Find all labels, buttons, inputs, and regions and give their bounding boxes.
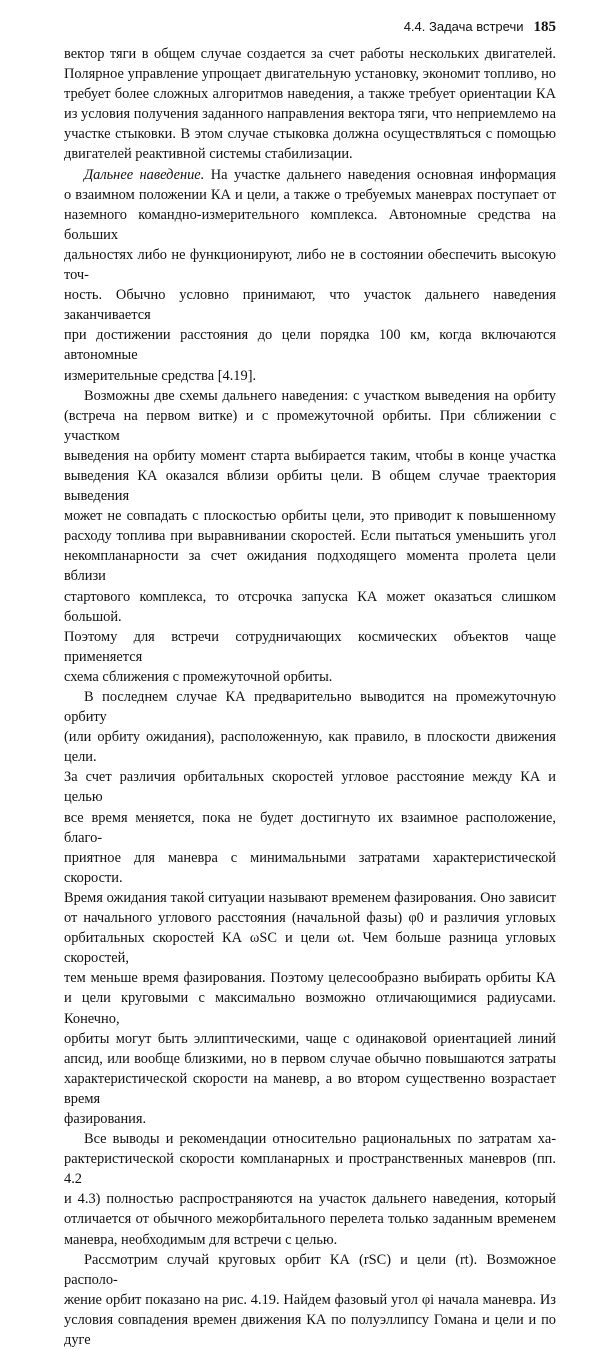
text-line: Все выводы и рекомендации относительно рациональных по затратам ха-	[84, 1131, 556, 1148]
text-line: (или орбиту ожидания), расположенную, как правило, в плоскости движения цели.	[64, 729, 556, 766]
text-line: и цели круговыми с максимально возможно отличающимися радиусами. Конечно,	[64, 990, 556, 1027]
page-header	[64, 18, 556, 38]
paragraph	[64, 165, 556, 386]
text-line: выведения на орбиту момент старта выбирается таким, чтобы в конце участка	[64, 447, 556, 464]
text-line: фазирования.	[64, 1110, 147, 1127]
paragraph	[64, 1250, 556, 1350]
text-line: требует более сложных алгоритмов наведения, а также требует ориентации КА	[64, 86, 556, 103]
text-line: из условия получения заданного направления вектора тяги, что неприемлемо на	[64, 106, 556, 123]
text-line: В последнем случае КА предварительно выводится на промежуточную орбиту	[64, 689, 556, 726]
text-line	[64, 165, 556, 185]
page-number: 185	[533, 19, 556, 35]
text-line: стартового комплекса, то отсрочка запуска КА может оказаться слишком большой.	[64, 588, 556, 625]
paragraph	[64, 1129, 556, 1250]
text-line: участке стыковки. В этом случае стыковка должна осуществляться с помощью	[64, 126, 556, 143]
text-line: схема сближения с промежуточной орбиты.	[64, 668, 333, 685]
text-line: расходу топлива при выравнивании скоростей. Если пытаться уменьшить угол	[64, 528, 556, 545]
text-line: (встреча на первом витке) и с промежуточной орбиты. При сближении с участком	[64, 407, 556, 444]
text-line: Полярное управление упрощает двигательную установку, экономит топливо, но	[64, 66, 556, 83]
text-line: отличается от обычного межорбитального перелета только заданным временем	[64, 1211, 556, 1228]
text-line: вектор тяги в общем случае создается за счет работы нескольких двигателей.	[64, 46, 556, 62]
text-line: жение орбит показано на рис. 4.19. Найдем фазовый угол φi начала маневра. Из	[64, 1291, 556, 1308]
text-line: апсид, или вообще близкими, но в первом случае обычно повышаются затраты	[64, 1050, 556, 1067]
paragraph	[64, 386, 556, 687]
text-line: Возможны две схемы дальнего наведения: с участком выведения на орбиту	[84, 387, 556, 404]
text-line: орбиты могут быть эллиптическими, чаще с одинаковой ориентацией линий	[64, 1030, 556, 1047]
text-line: о взаимном положении КА и цели, а также о требуемых маневрах поступает от	[64, 186, 556, 203]
text-line: некомпланарности за счет ожидания подходящего момента пролета цели вблизи	[64, 548, 556, 585]
text-line: все время меняется, пока не будет достигнуто их взаимное расположение, благо-	[64, 809, 556, 846]
text-line: от начального углового расстояния (начальной фазы) φ0 и различия угловых	[64, 910, 556, 927]
text-line: тем меньше время фазирования. Поэтому целесообразно выбирать орбиты КА	[64, 970, 556, 987]
text-line: может не совпадать с плоскостью орбиты цели, это приводит к повышенному	[64, 508, 556, 525]
text-line: условия совпадения времен движения КА по полуэллипсу Гомана и цели и по дуге	[64, 1311, 556, 1348]
text-line: выведения КА оказался вблизи орбиты цели. В общем случае траектория выведения	[64, 467, 556, 505]
text-line: приятное для маневра с минимальными затратами характеристической скорости.	[64, 849, 556, 886]
paragraph	[64, 687, 556, 1129]
text-line: Рассмотрим случай круговых орбит КА (rSC) и цели (rt). Возможное располо-	[64, 1251, 556, 1288]
text-line: измерительные средства [4.19].	[64, 367, 257, 384]
text-line: За счет различия орбитальных скоростей угловое расстояние между КА и целью	[64, 769, 556, 806]
running-title: 4.4. Задача встречи	[403, 19, 524, 34]
text-line: маневра, необходимым для встречи с целью.	[64, 1231, 338, 1248]
text-line: Поэтому для встречи сотрудничающих космических объектов чаще применяется	[64, 628, 556, 665]
text-line: при достижении расстояния до цели порядка 100 км, когда включаются автономные	[64, 327, 556, 364]
text-fragment: На участке дальнего наведения основная информация	[204, 166, 556, 183]
text-line: дальностях либо не функционируют, либо не в состоянии обеспечить высокую точ-	[64, 246, 556, 284]
page-body	[64, 44, 556, 1350]
text-line: и 4.3) полностью распространяются на участок дальнего наведения, который	[64, 1191, 556, 1208]
text-line: ность. Обычно условно принимают, что участок дальнего наведения заканчивается	[64, 287, 556, 324]
text-line: двигателей реактивной системы стабилизации.	[64, 146, 353, 163]
text-line: наземного командно-измерительного комплекса. Автономные средства на больших	[64, 206, 556, 243]
text-line: Время ожидания такой ситуации называют временем фазирования. Оно зависит	[64, 889, 556, 906]
text-line: орбитальных скоростей КА ωSC и цели ωt. Чем больше разница угловых скоростей,	[64, 930, 556, 967]
paragraph	[64, 44, 556, 165]
text-line: характеристической скорости на маневр, а во втором существенно возрастает время	[64, 1070, 556, 1107]
text-line: рактеристической скорости компланарных и пространственных маневров (пп. 4.2	[64, 1151, 556, 1188]
section-lead: Дальнее наведение.	[84, 166, 205, 183]
